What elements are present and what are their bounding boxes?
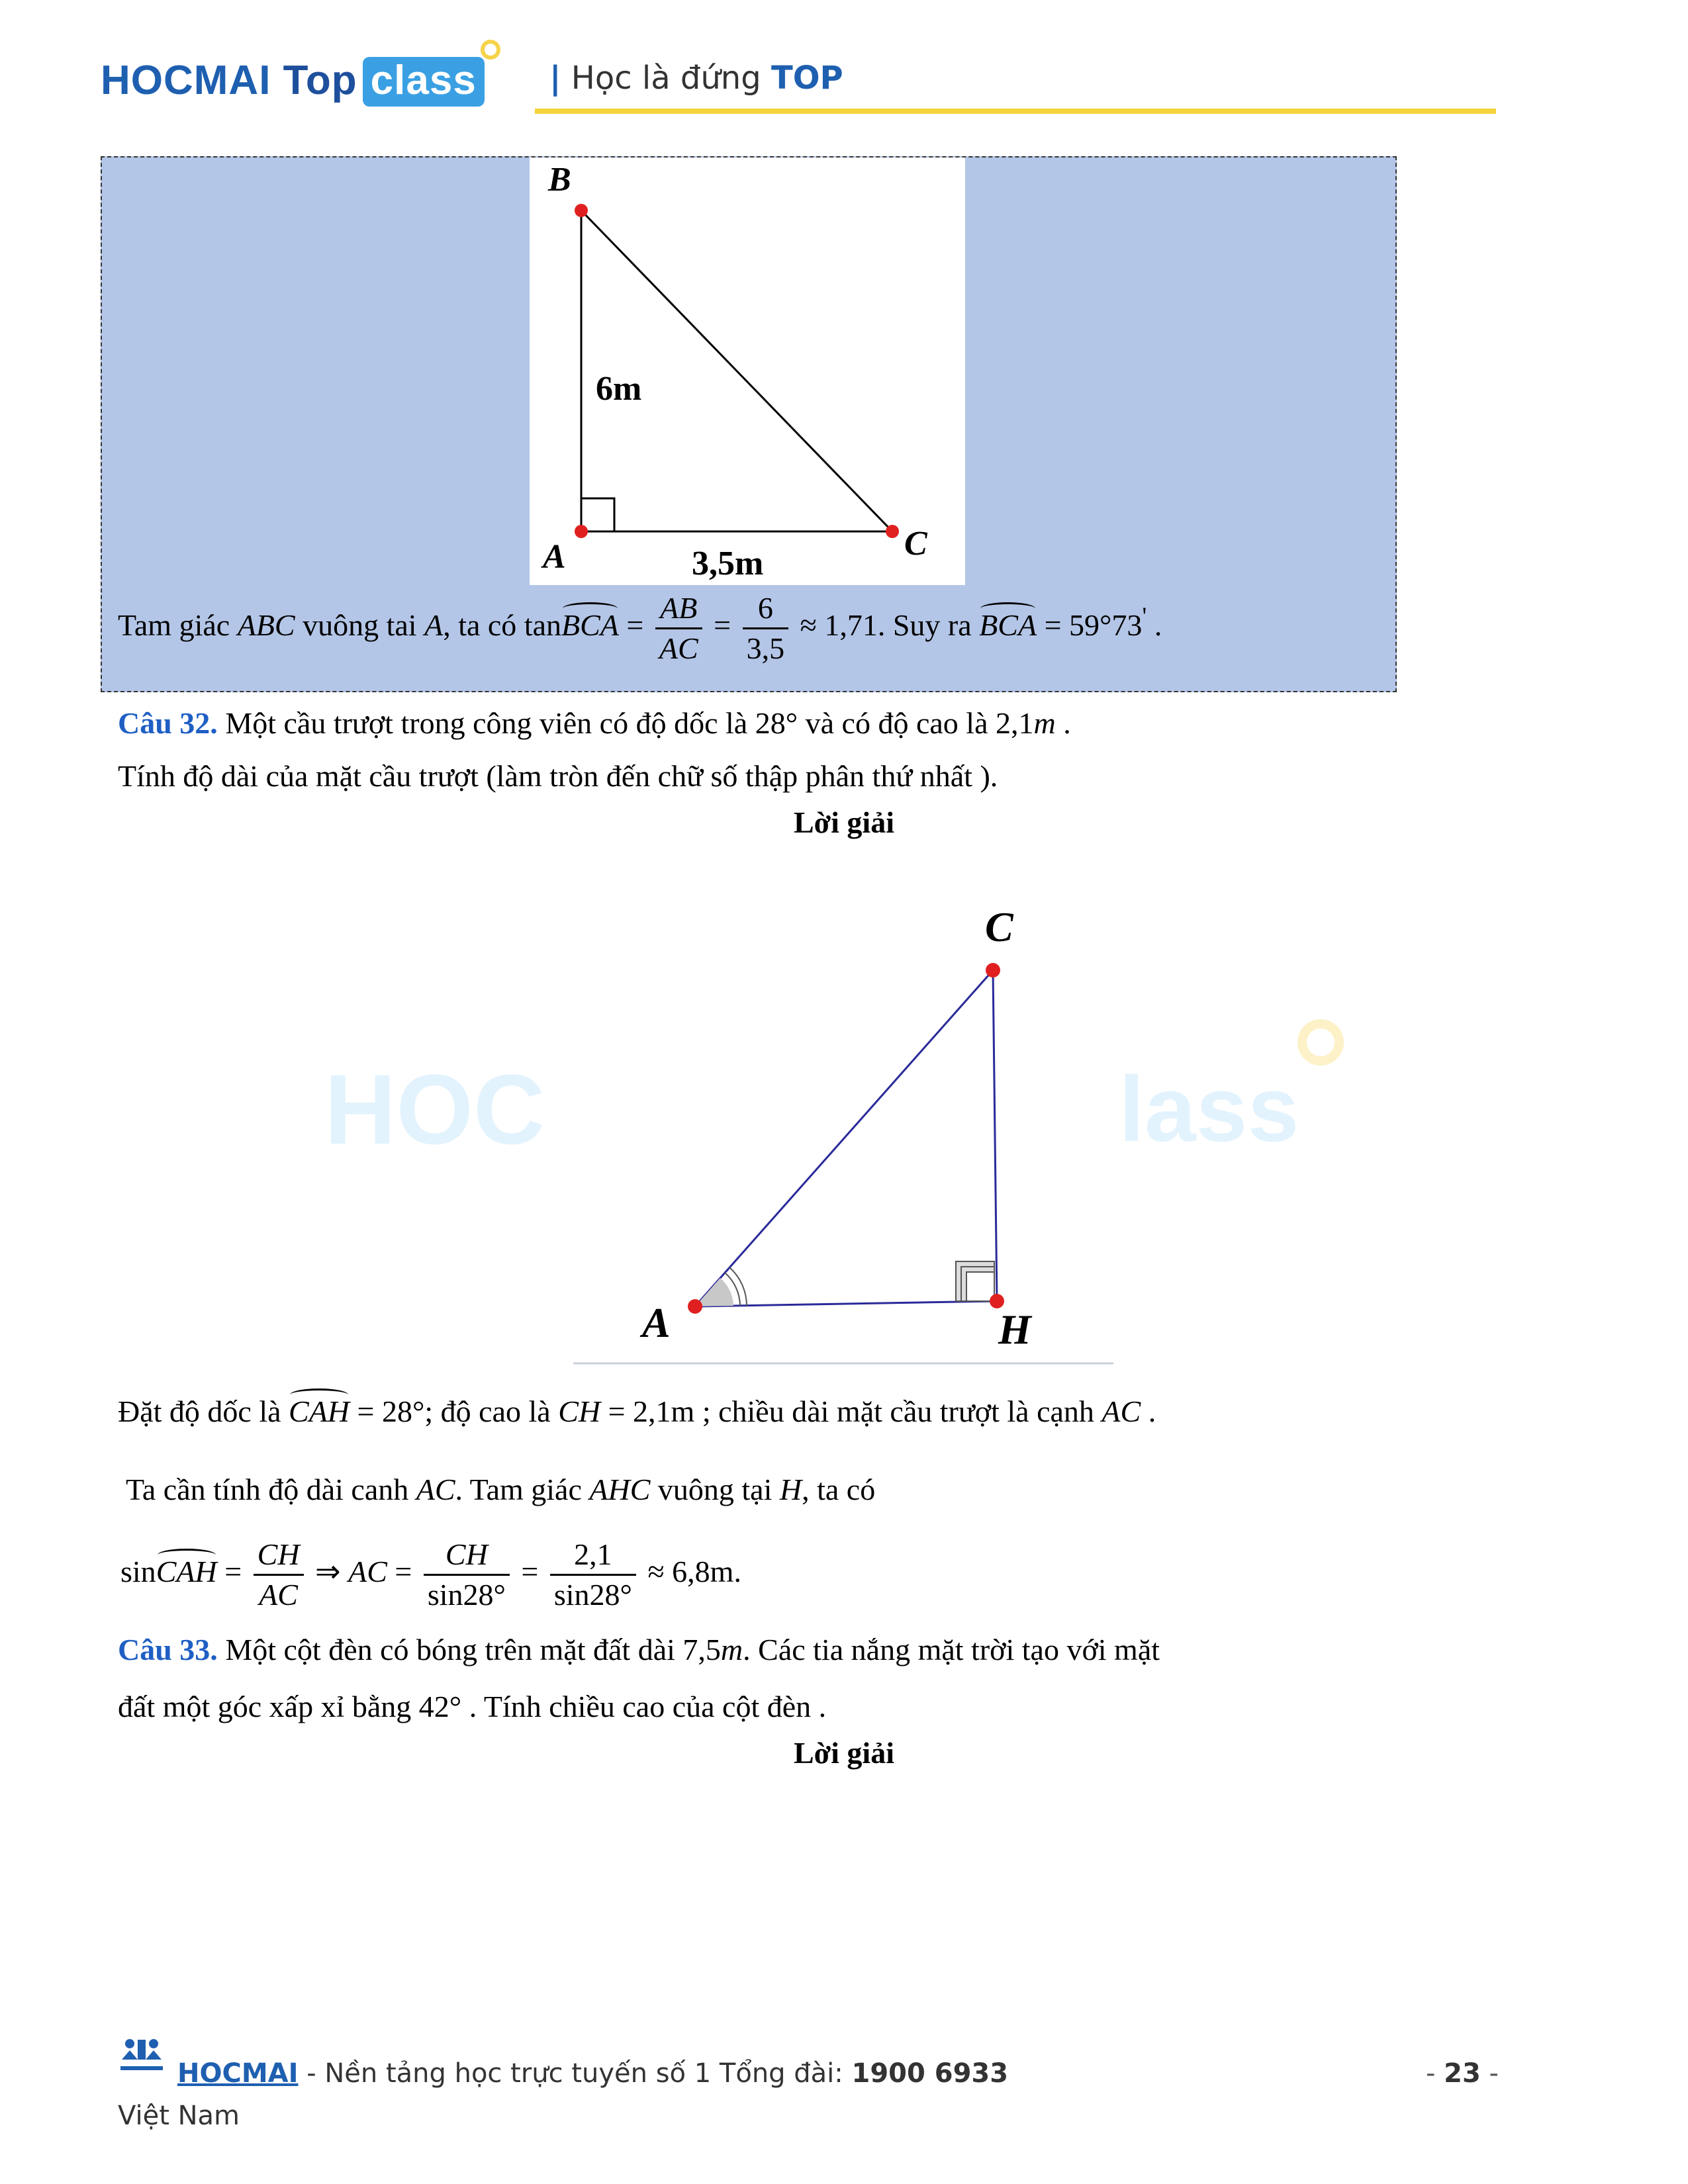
- footer-hotline-label: Tổng đài:: [719, 2058, 843, 2089]
- sol32-line-1: [118, 1396, 1156, 1427]
- label-a: A: [543, 538, 566, 576]
- q33-angle: 42°: [418, 1690, 462, 1723]
- sol32-line-2: [126, 1475, 875, 1505]
- watermark-sun-icon: [1297, 1019, 1344, 1066]
- fraction-num-2.1: 2,1: [550, 1539, 636, 1576]
- fraction-num-ch-2: CH: [424, 1539, 510, 1576]
- fraction-den-3.5: 3,5: [746, 631, 785, 665]
- q33-text-a: Một cột đèn có bóng trên mặt đất dài: [225, 1633, 675, 1666]
- label-c: C: [904, 525, 927, 563]
- fraction-6-3.5: [743, 593, 789, 664]
- q33-line-2: [118, 1692, 826, 1722]
- formula-implies: ⇒: [315, 1555, 341, 1589]
- sol32-angle-value: = 28°: [357, 1394, 425, 1428]
- sol31-text-1: Tam giác: [118, 608, 230, 643]
- loi-giai-heading-1: Lời giải: [794, 805, 894, 839]
- sol31-tan: tan: [524, 608, 562, 643]
- q33-length-unit: m: [720, 1633, 743, 1666]
- formula-result: ≈ 6,8m.: [647, 1555, 741, 1589]
- q32-text-b: và có độ cao là: [805, 706, 988, 740]
- sol32-h: H: [779, 1473, 802, 1506]
- sol32-angle-cah: CAH: [289, 1394, 350, 1428]
- fraction-num-6: 6: [743, 593, 789, 629]
- question-32-label: Câu 32.: [118, 706, 218, 740]
- label-c2: C: [985, 907, 1013, 950]
- fraction-ch-sin28: [424, 1539, 510, 1610]
- sol32-ac-2: AC: [416, 1473, 455, 1506]
- fraction-ab-ac: [655, 593, 702, 664]
- slogan-separator: |: [549, 60, 561, 97]
- fraction-2.1-sin28: [550, 1539, 636, 1610]
- fraction-den-sin28-2: sin28°: [553, 1578, 632, 1612]
- page-number: [1426, 2058, 1499, 2089]
- hocmai-topclass-logo: [101, 57, 485, 107]
- q32-angle: 28°: [755, 706, 798, 740]
- footer-hotline: 1900 6933: [851, 2058, 1009, 2089]
- label-a2: A: [642, 1299, 671, 1346]
- right-angle-mark: [581, 498, 614, 531]
- sol31-abc: ABC: [237, 608, 295, 643]
- label-side-ab: 6m: [596, 370, 642, 408]
- sol32-ahc: AHC: [589, 1473, 651, 1506]
- label-h: H: [998, 1306, 1031, 1353]
- point-c: [886, 525, 899, 538]
- formula-angle-cah: CAH: [156, 1555, 217, 1589]
- point-b: [575, 204, 588, 217]
- header-slogan: [549, 60, 843, 97]
- solution31-line: [118, 593, 1162, 664]
- q33-text-b: . Các tia nắng mặt trời tạo với mặt: [743, 1633, 1160, 1666]
- sol32-text-c: ; độ cao là: [424, 1394, 551, 1428]
- question-32: [118, 708, 1071, 739]
- figure-triangle-abc: [530, 158, 965, 585]
- label-b: B: [548, 161, 571, 199]
- sol31-end: .: [1154, 608, 1162, 643]
- sol31-angle-bca-2: BCA: [979, 608, 1037, 643]
- sol31-text-4: . Suy ra: [877, 608, 972, 643]
- q32-height-num: 2,1: [996, 706, 1034, 740]
- formula-eq-2: =: [395, 1555, 412, 1589]
- formula-eq-1: =: [224, 1555, 242, 1589]
- point-a: [575, 525, 588, 538]
- sol32-end: .: [1148, 1394, 1156, 1428]
- sol32-text-l2d: , ta có: [802, 1473, 876, 1506]
- sol32-formula: [120, 1539, 741, 1610]
- fraction-ch-ac: [254, 1539, 304, 1610]
- fraction-den-ac: AC: [659, 631, 698, 665]
- triangle-ahc-svg: [569, 907, 1119, 1383]
- q33-line2-b: . Tính chiều cao của cột đèn .: [469, 1690, 827, 1723]
- sol31-eq-2: =: [714, 608, 731, 643]
- footer-brand-link[interactable]: HOCMAI: [177, 2058, 299, 2089]
- logo-class-text: class: [370, 58, 477, 103]
- sol31-text-3: , ta có: [443, 608, 517, 643]
- question-33-label: Câu 33.: [118, 1633, 218, 1666]
- sol32-text-l2b: . Tam giác: [455, 1473, 582, 1506]
- watermark-hoc: HOC: [324, 1054, 545, 1165]
- sol32-text-e: ; chiều dài mặt cầu trượt là cạnh: [702, 1394, 1094, 1428]
- right-angle-mark-h: [956, 1261, 994, 1301]
- fraction-den-sin28: sin28°: [427, 1578, 506, 1612]
- page-suffix: -: [1489, 2058, 1499, 2089]
- logo-class-badge: [363, 57, 485, 107]
- q32-text-a: Một cầu trượt trong công viên có độ dốc là: [225, 706, 748, 740]
- q33-line2-a: đất một góc xấp xỉ bằng: [118, 1690, 412, 1723]
- sol31-approx: ≈ 1,71: [800, 608, 878, 643]
- sol32-text-l2a: Ta cần tính độ dài canh: [126, 1473, 409, 1506]
- sol32-ch: CH: [558, 1394, 601, 1428]
- sol32-ac: AC: [1102, 1394, 1141, 1428]
- q32-height-unit: m: [1033, 706, 1056, 740]
- fraction-den-ac-2: AC: [259, 1578, 298, 1612]
- point-a2: [688, 1299, 702, 1314]
- logo-top-text: Top: [283, 58, 357, 103]
- slogan-text: Học là đứng: [571, 60, 761, 97]
- sol31-prime: ': [1142, 602, 1147, 631]
- fraction-num-ch: CH: [254, 1539, 304, 1576]
- sol32-text-a: Đặt độ dốc là: [118, 1394, 281, 1428]
- logo-hocmai-text: HOCMAI: [101, 58, 271, 103]
- sol31-eq: =: [626, 608, 644, 643]
- sol32-ch-value: = 2,1m: [608, 1394, 695, 1428]
- question-33: [118, 1635, 1160, 1665]
- figure-triangle-ahc: [569, 907, 1119, 1383]
- formula-ac: AC: [348, 1555, 387, 1589]
- footer-text: - Nền tảng học trực tuyến số 1: [306, 2058, 712, 2089]
- formula-eq-3: =: [521, 1555, 539, 1589]
- hocmai-footer-icon: [118, 2037, 165, 2081]
- page-prefix: -: [1426, 2058, 1436, 2089]
- slogan-top: TOP: [771, 60, 843, 97]
- fraction-num-ab: AB: [655, 593, 702, 629]
- sol32-text-l2c: vuông tại: [657, 1473, 773, 1506]
- label-side-ac: 3,5m: [692, 545, 764, 582]
- loi-giai-heading-2: Lời giải: [794, 1736, 894, 1770]
- sol31-a: A: [424, 608, 444, 643]
- watermark-class: lass: [1119, 1057, 1299, 1161]
- q33-length-num: 7,5: [682, 1633, 721, 1666]
- sol31-text-2: vuông tai: [303, 608, 417, 643]
- page-number-value: 23: [1444, 2058, 1481, 2089]
- triangle-abc-svg: [530, 158, 965, 585]
- sol31-result: = 59°73: [1044, 608, 1143, 643]
- footer-line-1: [177, 2058, 1008, 2089]
- q32-line-2: Tính độ dài của mặt cầu trượt (làm tròn đến chữ số thập phân thứ nhất ).: [118, 759, 998, 793]
- sol31-angle-bca: BCA: [561, 608, 619, 643]
- formula-sin: sin: [120, 1555, 156, 1589]
- footer-line-2: Việt Nam: [118, 2101, 240, 2131]
- point-c2: [986, 963, 1000, 978]
- q32-dot: .: [1063, 706, 1071, 740]
- header-underline: [535, 109, 1496, 114]
- sun-icon: [481, 40, 500, 60]
